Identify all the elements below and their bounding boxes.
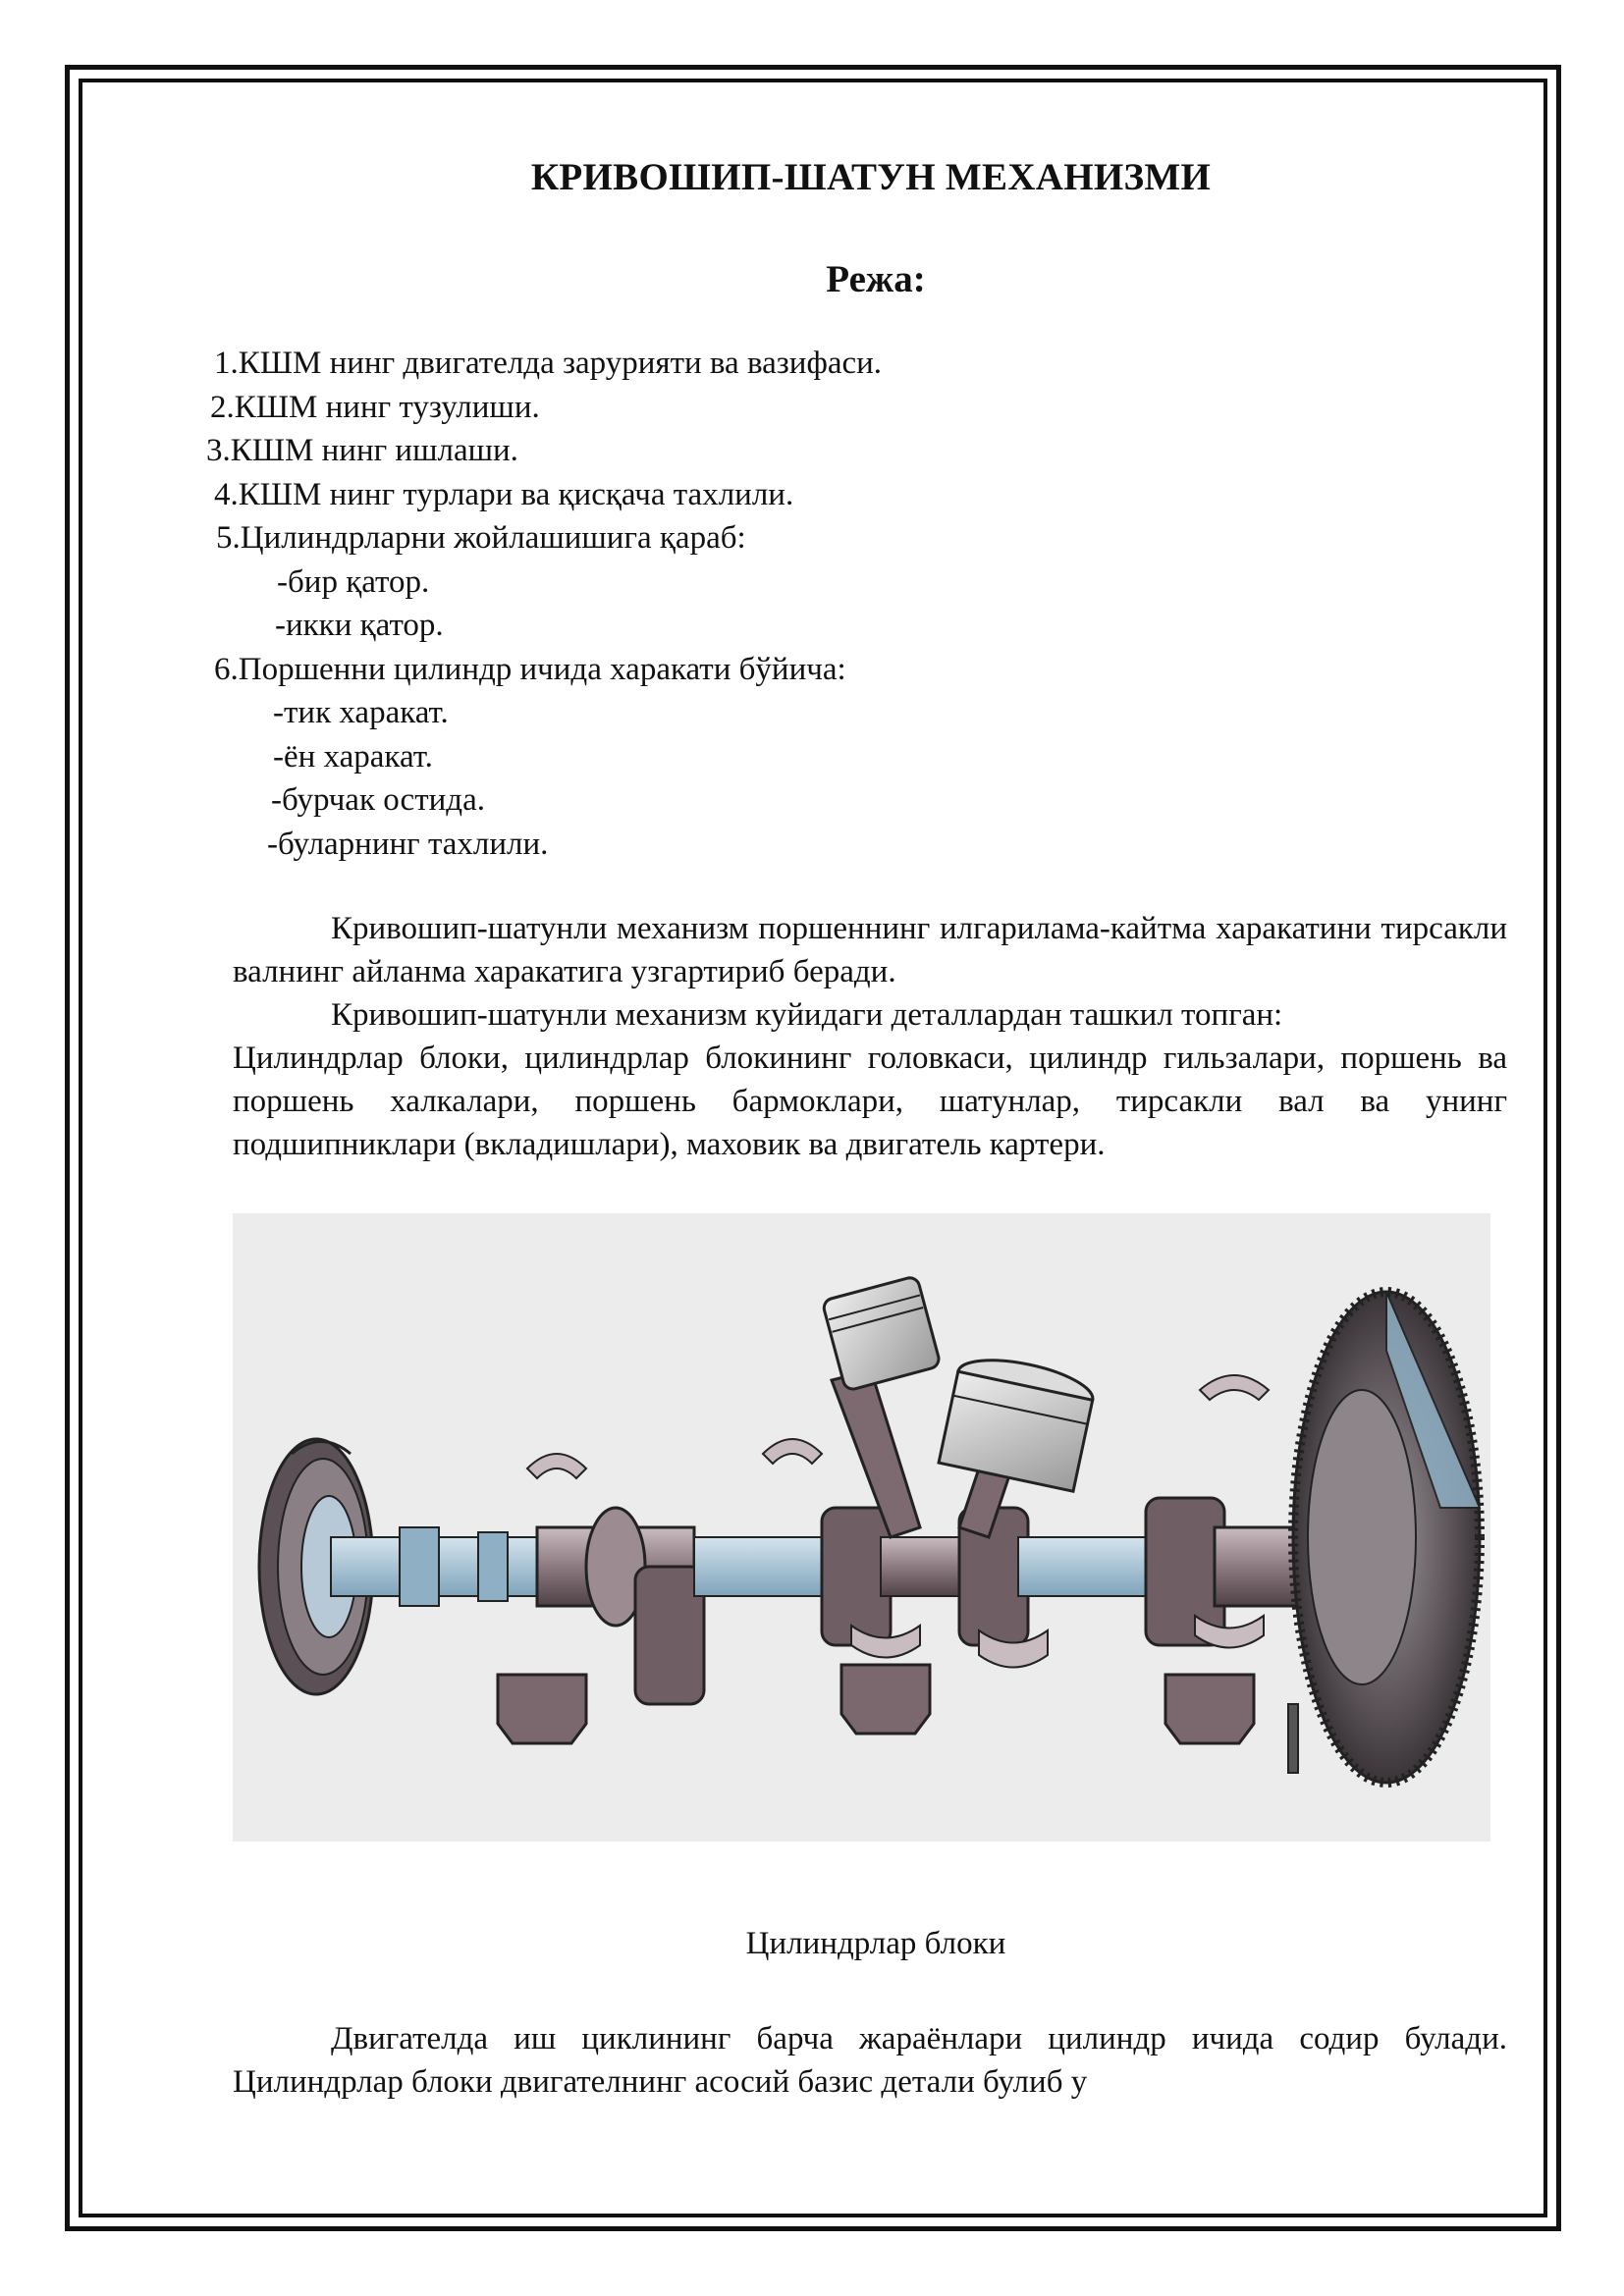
plan-item: 5.Цилиндрларни жойлашишига қараб: <box>216 520 746 556</box>
plan-item: 3.КШМ нинг ишлаши. <box>206 433 518 468</box>
plan-item: 2.КШМ нинг тузулиши. <box>210 389 540 425</box>
plan-item: 4.КШМ нинг турлари ва қисқача тахлили. <box>214 476 794 512</box>
document-title: КРИВОШИП-ШАТУН МЕХАНИЗМИ <box>530 156 1212 198</box>
paragraph-parts-intro: Кривошип-шатунли механизм куйидаги деталлардан ташкил топган: <box>331 997 1283 1033</box>
plan-subitem: -икки қатор. <box>275 608 444 643</box>
intro-paragraphs <box>233 907 1507 1166</box>
plan-subitem: -тик харакат. <box>273 695 449 730</box>
block-paragraph <box>233 2017 1507 2104</box>
crankshaft-mechanism-illustration <box>233 1213 1490 1842</box>
paragraph-purpose: Кривошип-шатунли механизм поршеннинг илгарилама-кайтма харакатини тирсакли валнинг айланма харакатига узгартириб беради. <box>233 911 1507 989</box>
plan-item: 1.КШМ нинг двигателда зарурияти ва вазифаси. <box>214 346 883 381</box>
paragraph-parts-list: Цилиндрлар блоки, цилиндрлар блокининг головкаси, цилиндр гильзалари, поршень ва поршень халкалари, поршень бармоклари, шатунлар, тирсакли вал ва унинг подшипниклари (вкладишлари), маховик ва двигатель картери. <box>233 1041 1507 1162</box>
plan-subitem: -ён харакат. <box>273 738 433 774</box>
plan-subitem: -бир қатор. <box>277 563 430 600</box>
plan-item: 6.Поршенни цилиндр ичида харакати бўйича: <box>214 651 846 687</box>
plan-subitem: -буларнинг тахлили. <box>267 826 549 862</box>
figure-caption: Цилиндрлар блоки <box>745 1926 1006 1961</box>
plan-heading: Режа: <box>826 258 926 300</box>
plan-subitem: -бурчак остида. <box>271 782 485 818</box>
plan-list <box>0 342 883 866</box>
paragraph-cylinder-block: Двигателда иш циклининг барча жараёнлари цилиндр ичида содир булади. Цилиндрлар блоки двигателнинг асосий базис детали булиб у <box>233 2021 1507 2100</box>
